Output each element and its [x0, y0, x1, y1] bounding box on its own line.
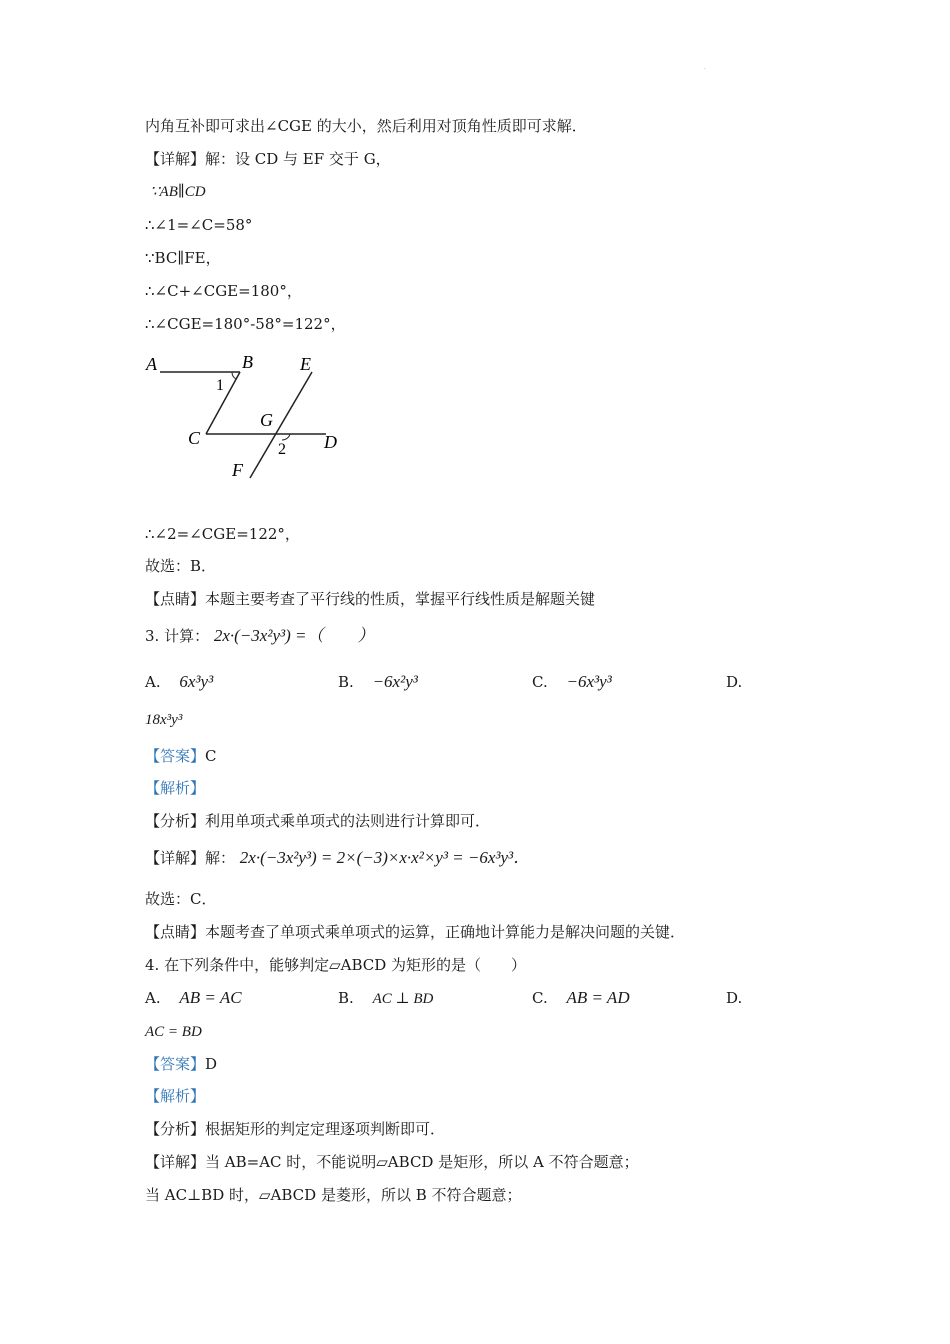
text-line-2: 【详解】解：设 CD 与 EF 交于 G，: [145, 150, 391, 168]
q4-option-d-value: AC = BD: [145, 1024, 202, 1040]
q4-option-c-label: C.: [532, 989, 548, 1007]
q3-answer-tag: 【答案】: [145, 747, 206, 765]
corner-mark: ·: [704, 66, 706, 73]
question-3: [145, 626, 374, 646]
geometry-figure: [140, 350, 360, 490]
q3-xiangjie-expression: 2x·(−3x²y³) = 2×(−3)×x·x²×y³ = −6x³y³．: [239, 848, 531, 867]
q4-answer-value: D: [205, 1055, 218, 1073]
text-line-8: ∴∠2=∠CGE=122°，: [145, 525, 300, 543]
label-1: 1: [216, 377, 224, 394]
q4-option-b: [338, 988, 433, 1009]
q4-xiangjie-1: 【详解】当 AB=AC 时，不能说明▱ABCD 是矩形，所以 A 不符合题意；: [145, 1153, 639, 1171]
q4-fenxi: 【分析】根据矩形的判定定理逐项判断即可．: [145, 1120, 446, 1138]
q3-option-b: [338, 672, 418, 692]
question-4: 4. 在下列条件中，能够判定▱ABCD 为矩形的是（ ）: [145, 956, 527, 974]
q3-option-c-value: −6x³y³: [566, 672, 612, 691]
q3-fenxi: 【分析】利用单项式乘单项式的法则进行计算即可．: [145, 812, 491, 830]
label-a: A: [146, 354, 157, 374]
q3-option-d-value: 18x³y³: [145, 712, 183, 728]
q3-xiangjie-label: 【详解】解：: [145, 849, 236, 867]
q3-answer-value: C: [205, 747, 217, 765]
label-f: F: [232, 460, 243, 480]
text-line-1: 内角互补即可求出∠CGE 的大小，然后利用对顶角性质即可求解．: [145, 117, 587, 135]
label-e: E: [300, 354, 311, 374]
q3-option-c: [532, 672, 612, 692]
q4-option-b-label: B.: [338, 989, 354, 1007]
q3-option-d-label: D.: [726, 673, 743, 691]
q3-option-b-label: B.: [338, 673, 354, 691]
question-3-expression: 2x·(−3x²y³) =（ ）: [213, 626, 375, 645]
text-line-10: 【点睛】本题主要考查了平行线的性质，掌握平行线性质是解题关键: [145, 590, 596, 608]
q3-option-c-label: C.: [532, 673, 548, 691]
label-b: B: [242, 352, 253, 372]
q3-option-a-label: A.: [145, 673, 161, 691]
q3-option-a: [145, 672, 213, 692]
text-line-5: ∵BC∥FE，: [145, 249, 221, 267]
angle-2-arc: [282, 434, 290, 440]
q4-answer-tag: 【答案】: [145, 1055, 206, 1073]
q4-option-c-value: AB = AD: [566, 988, 630, 1007]
q3-option-a-value: 6x³y³: [179, 672, 214, 691]
q4-analysis-tag: 【解析】: [145, 1087, 206, 1105]
q3-answer: [145, 746, 217, 766]
q4-answer: [145, 1054, 217, 1074]
label-g: G: [260, 410, 273, 430]
q4-option-b-value: AC ⊥ BD: [372, 991, 434, 1007]
q4-option-a-value: AB = AC: [179, 988, 242, 1007]
q3-dianjing: 【点睛】本题考查了单项式乘单项式的运算，正确地计算能力是解决问题的关键．: [145, 923, 686, 941]
text-line-6: ∴∠C+∠CGE=180°，: [145, 282, 302, 300]
label-2: 2: [278, 441, 286, 458]
text-line-4: ∴∠1=∠C=58°: [145, 216, 253, 234]
q4-option-c: [532, 988, 630, 1008]
q3-option-b-value: −6x²y³: [372, 672, 418, 691]
q4-xiangjie-2: 当 AC⊥BD 时，▱ABCD 是菱形，所以 B 不符合题意；: [145, 1186, 522, 1204]
q3-analysis-tag: 【解析】: [145, 779, 206, 797]
q3-xiangjie: [145, 848, 530, 868]
text-line-3: ∵AB∥CD: [150, 184, 206, 200]
angle-1-arc: [232, 372, 236, 379]
question-3-stem: 3. 计算：: [145, 627, 210, 645]
q4-option-d-label: D.: [726, 989, 743, 1007]
label-c: C: [188, 428, 201, 448]
label-d: D: [324, 432, 337, 452]
q4-option-a-label: A.: [145, 989, 161, 1007]
q3-choose: 故选：C．: [145, 890, 217, 908]
q4-option-a: [145, 988, 242, 1008]
text-line-7: ∴∠CGE=180°-58°=122°，: [145, 315, 346, 333]
text-line-9: 故选：B．: [145, 557, 217, 575]
